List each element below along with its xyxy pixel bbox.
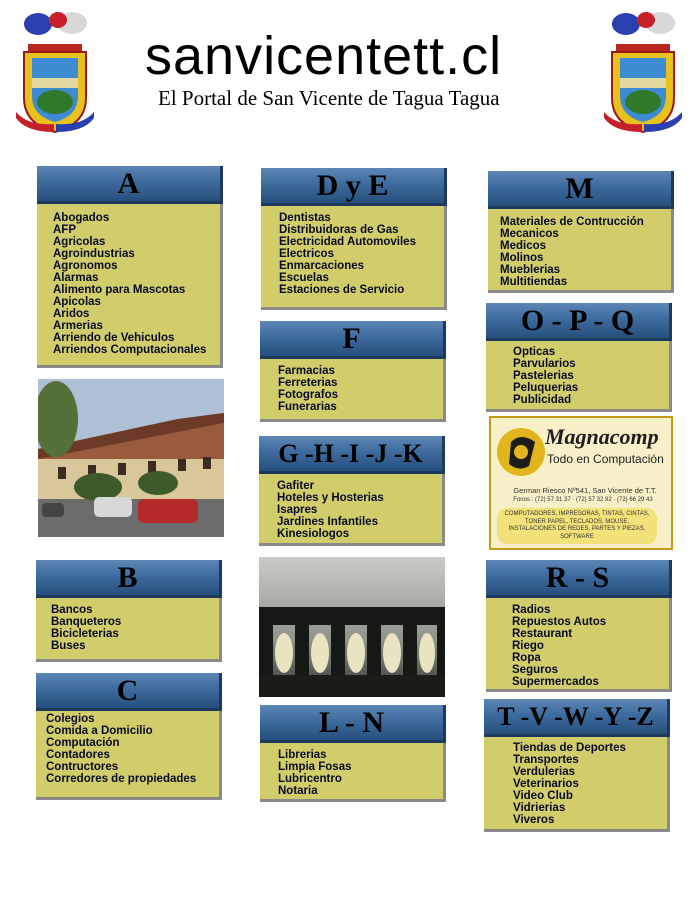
coat-of-arms-right-icon xyxy=(602,6,684,136)
directory-link[interactable]: Agroindustrias xyxy=(53,248,135,260)
site-title[interactable]: sanvicentett.cl xyxy=(145,26,503,86)
directory-link[interactable]: Opticas xyxy=(513,346,556,358)
directory-link[interactable]: Isapres xyxy=(277,504,318,516)
section-header-a[interactable]: A xyxy=(37,166,223,204)
coat-of-arms-left-icon xyxy=(14,6,96,136)
section-list-d-e xyxy=(261,206,447,310)
directory-link[interactable]: Viveros xyxy=(513,814,555,826)
directory-link[interactable]: Alarmas xyxy=(53,272,99,284)
directory-link[interactable]: Radios xyxy=(512,604,551,616)
directory-link[interactable]: Electricidad Automoviles xyxy=(279,236,416,248)
directory-link[interactable]: Alimento para Mascotas xyxy=(53,284,186,296)
directory-link[interactable]: Lubricentro xyxy=(278,773,342,785)
directory-link[interactable]: Funerarias xyxy=(278,401,337,413)
directory-link[interactable]: Peluquerias xyxy=(513,382,579,394)
directory-link[interactable]: Veterinarios xyxy=(513,778,579,790)
directory-link[interactable]: Contadores xyxy=(46,749,110,761)
directory-link[interactable]: Apicolas xyxy=(53,296,101,308)
directory-link[interactable]: Restaurant xyxy=(512,628,573,640)
section-list-c xyxy=(36,711,222,800)
section-header-m[interactable]: M xyxy=(488,171,674,209)
directory-link[interactable]: Arriendo de Vehiculos xyxy=(53,332,175,344)
section-header-t-z[interactable]: T -V -W -Y -Z xyxy=(484,699,670,737)
directory-link[interactable]: Hoteles y Hosterias xyxy=(277,492,384,504)
directory-link[interactable]: Verdulerias xyxy=(513,766,576,778)
section-header-o-q[interactable]: O - P - Q xyxy=(486,303,672,341)
section-list-m xyxy=(488,209,674,293)
section-list-o-q xyxy=(486,341,672,412)
photo-bridge-arches xyxy=(259,557,445,697)
directory-link[interactable]: Transportes xyxy=(513,754,579,766)
section-list-a xyxy=(37,204,223,368)
directory-link[interactable]: Fotografos xyxy=(278,389,339,401)
directory-link[interactable]: Repuestos Autos xyxy=(512,616,607,628)
directory-link[interactable]: Molinos xyxy=(500,252,544,264)
directory-link[interactable]: Agricolas xyxy=(53,236,106,248)
directory-link[interactable]: Limpia Fosas xyxy=(278,761,352,773)
directory-link[interactable]: Corredores de propiedades xyxy=(46,773,197,785)
section-header-b[interactable]: B xyxy=(36,560,222,598)
directory-link[interactable]: Contructores xyxy=(46,761,119,773)
directory-link[interactable]: Pastelerias xyxy=(513,370,574,382)
directory-link[interactable]: Enmarcaciones xyxy=(279,260,365,272)
section-list-t-z xyxy=(484,737,670,832)
directory-link[interactable]: Abogados xyxy=(53,212,110,224)
section-header-f[interactable]: F xyxy=(260,321,446,359)
directory-link[interactable]: Banqueteros xyxy=(51,616,122,628)
ad-products: COMPUTADORES, IMPRESORAS, TINTAS, CINTAS, TONER PAPEL, TECLADOS, MOUSE, INSTALACIONES DE REDES, PARTES Y PIEZAS, SOFTWARE xyxy=(497,508,657,544)
directory-link[interactable]: Publicidad xyxy=(513,394,572,406)
section-list-l-n xyxy=(260,743,446,802)
directory-link[interactable]: Gafiter xyxy=(277,480,315,492)
directory-link[interactable]: Kinesiologos xyxy=(277,528,350,540)
directory-link[interactable]: Bancos xyxy=(51,604,93,616)
directory-link[interactable]: Parvularios xyxy=(513,358,576,370)
directory-link[interactable]: Vidrierias xyxy=(513,802,566,814)
directory-link[interactable]: Multitiendas xyxy=(500,276,568,288)
directory-link[interactable]: Buses xyxy=(51,640,86,652)
directory-link[interactable]: Medicos xyxy=(500,240,547,252)
site-subtitle: El Portal de San Vicente de Tagua Tagua xyxy=(158,86,500,110)
directory-link[interactable]: Mueblerias xyxy=(500,264,561,276)
directory-link[interactable]: Ferreterias xyxy=(278,377,338,389)
section-list-f xyxy=(260,359,446,422)
directory-link[interactable]: Bicicleterias xyxy=(51,628,119,640)
section-list-g-k xyxy=(259,474,445,546)
directory-link[interactable]: Materiales de Contrucción xyxy=(500,216,644,228)
ad-tagline: Todo en Computación xyxy=(547,452,664,466)
ad-brand: Magnacomp xyxy=(545,424,659,449)
magnacomp-logo-icon xyxy=(495,424,547,480)
directory-link[interactable]: Notaria xyxy=(278,785,318,797)
directory-link[interactable]: Comida a Domicilio xyxy=(46,725,153,737)
directory-link[interactable]: Seguros xyxy=(512,664,559,676)
directory-link[interactable]: Riego xyxy=(512,640,544,652)
directory-link[interactable]: Dentistas xyxy=(279,212,331,224)
directory-link[interactable]: Estaciones de Servicio xyxy=(279,284,405,296)
directory-link[interactable]: Farmacias xyxy=(278,365,335,377)
section-header-d-e[interactable]: D y E xyxy=(261,168,447,206)
directory-link[interactable]: Colegios xyxy=(46,713,95,725)
ad-address: German Riesco Nº541, San Vicente de T.T. xyxy=(513,486,657,495)
directory-link[interactable]: Agronomos xyxy=(53,260,118,272)
magnacomp-ad[interactable] xyxy=(489,416,673,550)
directory-link[interactable]: Escuelas xyxy=(279,272,329,284)
directory-link[interactable]: Ropa xyxy=(512,652,541,664)
directory-link[interactable]: Armerias xyxy=(53,320,103,332)
directory-link[interactable]: Electricos xyxy=(279,248,334,260)
directory-link[interactable]: Supermercados xyxy=(512,676,599,688)
section-header-r-s[interactable]: R - S xyxy=(486,560,672,598)
directory-link[interactable]: Librerias xyxy=(278,749,327,761)
section-list-r-s xyxy=(486,598,672,692)
photo-street-building xyxy=(38,379,224,537)
directory-link[interactable]: Distribuidoras de Gas xyxy=(279,224,399,236)
directory-link[interactable]: Mecanicos xyxy=(500,228,559,240)
directory-link[interactable]: Aridos xyxy=(53,308,90,320)
directory-link[interactable]: Arriendos Computacionales xyxy=(53,344,207,356)
directory-link[interactable]: Computación xyxy=(46,737,120,749)
ad-phones: Fonos : (72) 57 31 37 · (72) 57 32 82 · (72) 66 29 43 xyxy=(513,497,653,503)
directory-link[interactable]: Tiendas de Deportes xyxy=(513,742,626,754)
section-list-b xyxy=(36,598,222,662)
section-header-g-k[interactable]: G -H -I -J -K xyxy=(259,436,445,474)
directory-link[interactable]: AFP xyxy=(53,224,76,236)
section-header-l-n[interactable]: L - N xyxy=(260,705,446,743)
section-header-c[interactable]: C xyxy=(36,673,222,711)
directory-link[interactable]: Jardines Infantiles xyxy=(277,516,378,528)
directory-link[interactable]: Video Club xyxy=(513,790,573,802)
